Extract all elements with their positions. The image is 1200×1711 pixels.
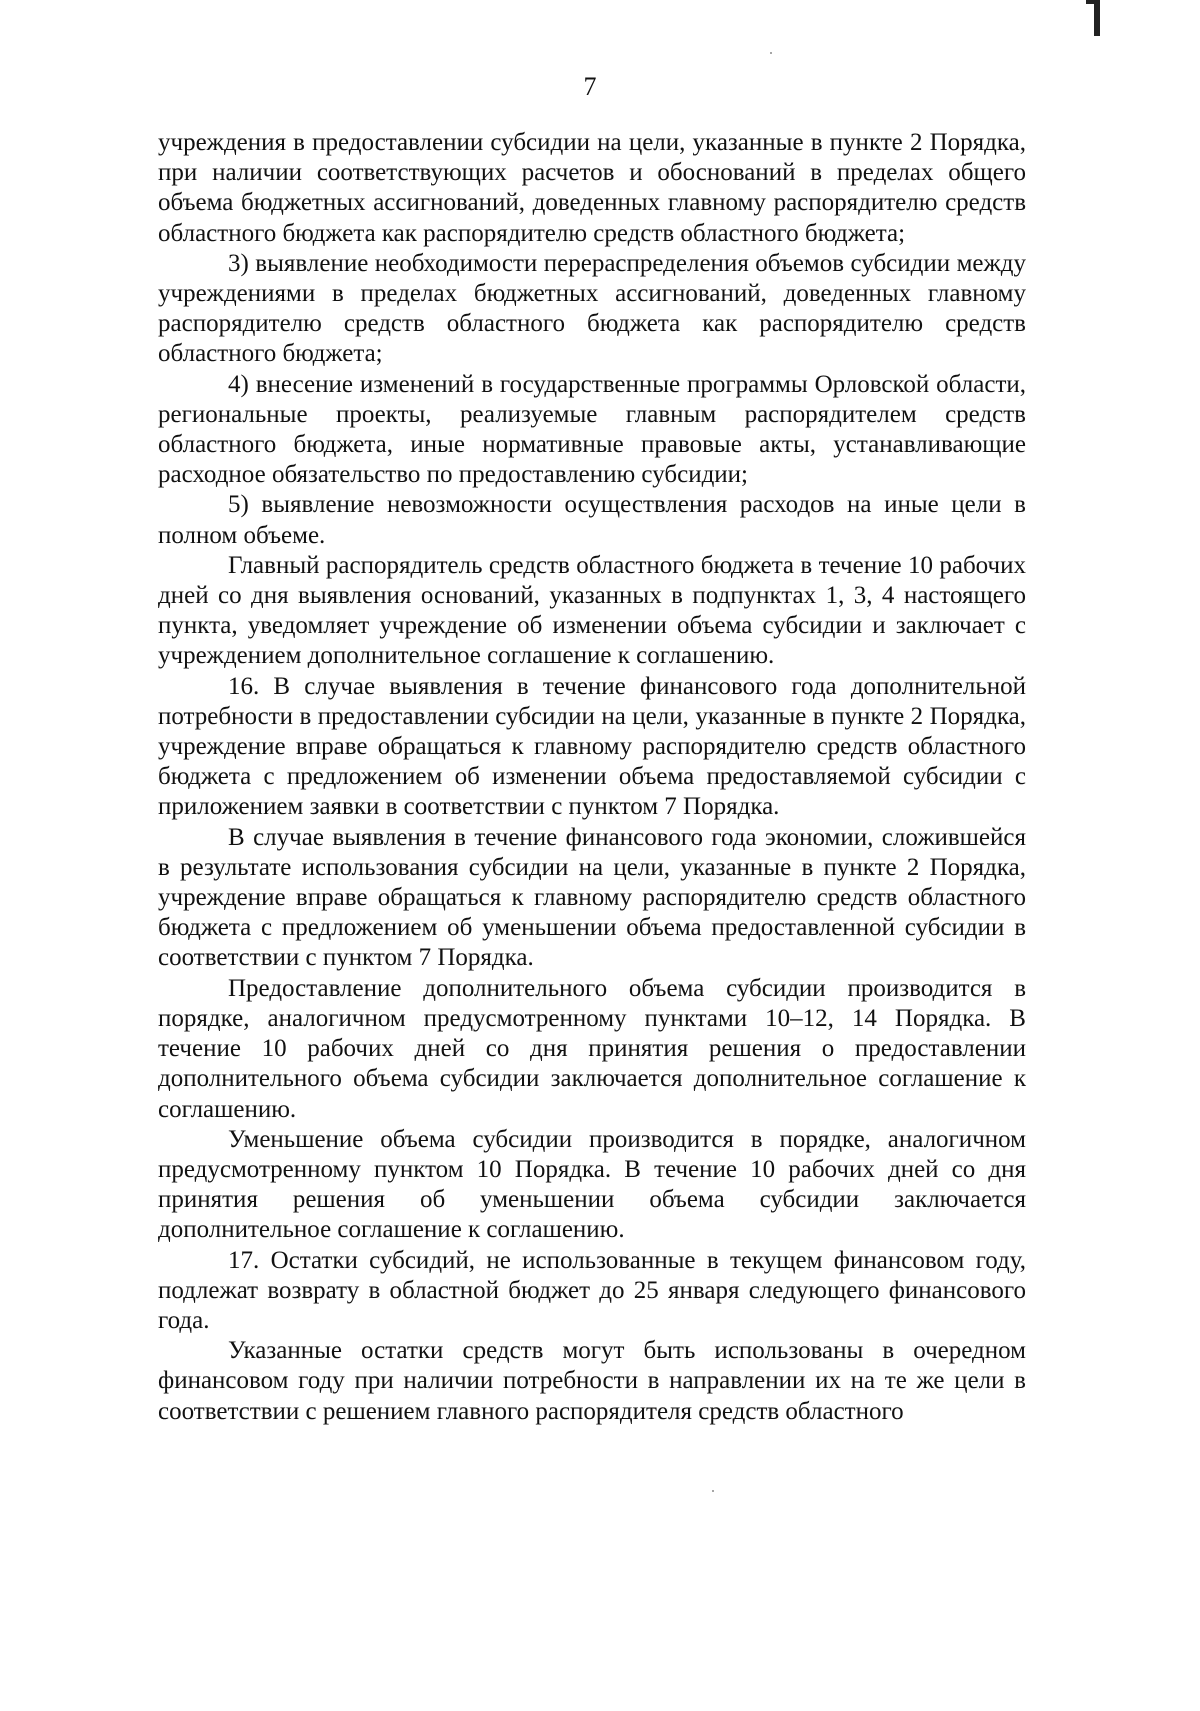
scan-speck	[770, 52, 772, 54]
paragraph-remainders: Указанные остатки средств могут быть использованы в очередном финансовом году при наличии потребности в направлении их на те же цели в соответствии с решением главного распорядителя средств областного	[158, 1337, 1026, 1425]
paragraph-reduction: Уменьшение объема субсидии производится в порядке, аналогичном предусмотренному пунктом 10 Порядка. В течение 10 рабочих дней со дня принятия решения об уменьшении объема субсидии заключается дополнительное соглашение к соглашению.	[158, 1125, 1026, 1244]
paragraph-item-5: 5) выявление невозможности осуществления расходов на иные цели в полном объеме.	[158, 491, 1026, 549]
paragraph-item-3: 3) выявление необходимости перераспределения объемов субсидии между учреждениями в пределах бюджетных ассигнований, доведенных главному распорядителю средств областного бюджета как распорядителю средств областного бюджета;	[158, 249, 1026, 368]
paragraph-item-4: 4) внесение изменений в государственные программы Орловской области, региональные проекты, реализуемые главным распорядителем средств областного бюджета, иные нормативные правовые акты, устанавливающие расходное обязательство по предоставлению субсидии;	[158, 370, 1026, 489]
document-body	[158, 128, 1026, 1427]
paragraph-clause-17: 17. Остатки субсидий, не использованные в текущем финансовом году, подлежат возврату в областной бюджет до 25 января следующего финансового года.	[158, 1246, 1026, 1334]
page-number: 7	[583, 72, 597, 101]
paragraph-clause-16: 16. В случае выявления в течение финансового года дополнительной потребности в предоставлении субсидии на цели, указанные в пункте 2 Порядка, учреждение вправе обращаться к главному распорядителю средств областного бюджета с предложением об изменении объема предоставляемой субсидии с приложением заявки в соответствии с пунктом 7 Порядка.	[158, 672, 1026, 821]
paragraph-continuation: учреждения в предоставлении субсидии на цели, указанные в пункте 2 Порядка, при наличии соответствующих расчетов и обоснований в пределах общего объема бюджетных ассигнований, доведенных главному распорядителю средств областного бюджета как распорядителю средств областного бюджета;	[158, 129, 1026, 247]
scan-speck	[712, 1490, 714, 1492]
scan-edge-mark	[1094, 0, 1100, 36]
paragraph-savings: В случае выявления в течение финансового года экономии, сложившейся в результате использования субсидии на цели, указанные в пункте 2 Порядка, учреждение вправе обращаться к главному распорядителю средств областного бюджета с предложением об уменьшении объема предоставленной субсидии в соответствии с пунктом 7 Порядка.	[158, 823, 1026, 972]
paragraph-additional-volume: Предоставление дополнительного объема субсидии производится в порядке, аналогичном предусмотренному пунктами 10–12, 14 Порядка. В течение 10 рабочих дней со дня принятия решения о предоставлении дополнительного объема субсидии заключается дополнительное соглашение к соглашению.	[158, 974, 1026, 1123]
paragraph-notification: Главный распорядитель средств областного бюджета в течение 10 рабочих дней со дня выявления оснований, указанных в подпунктах 1, 3, 4 настоящего пункта, уведомляет учреждение об изменении объема субсидии и заключает с учреждением дополнительное соглашение к соглашению.	[158, 551, 1026, 670]
